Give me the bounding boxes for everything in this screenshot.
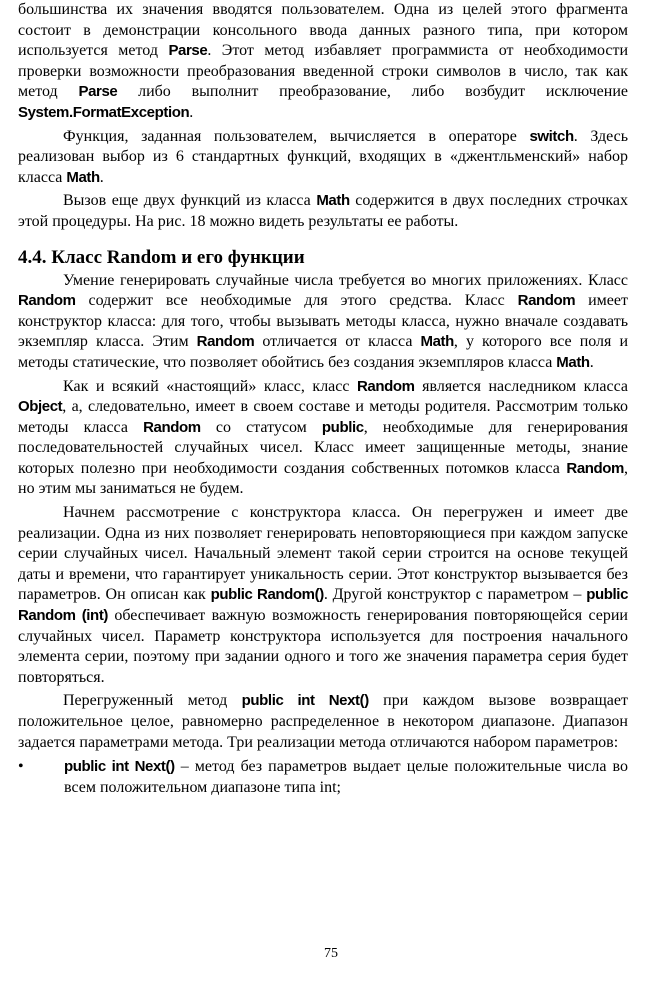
code-term: public Random (int) [18,586,629,625]
text: большинства их значения вводятся пользователем. Одна из целей этого фрагмента состоит в демонстрации консольного ввода данных разного типа, при котором используется метод [18,1,628,60]
text: . [589,353,594,371]
code-term: switch [529,127,574,145]
text: Начнем рассмотрение с конструктора класса. Он перегружен и имеет две реализации. Одна из них позволяет генерировать неповторяющиеся при каждом запуске серии случайных чисел. Начальный элемент такой серии строится на основе текущей даты и времени, что гарантирует уникальность серии. Этот конструктор вызывается без параметров. Он описан как [18,504,628,604]
text: Перегруженный метод [63,692,242,710]
section-heading: 4.4. Класс Random и его функции [18,246,305,268]
text: содержит все необходимые для этого средства. Класс [75,292,518,310]
text: является наследником класса [414,377,629,395]
code-term: Random [566,459,624,477]
bullet-list [18,757,628,798]
text: Вызов еще двух функций из класса [63,192,317,210]
text: отличается от класса [254,333,421,351]
text: , но этим мы заниматься не будем. [18,459,628,498]
code-term: Math [556,353,590,371]
code-term: public int Next() [241,692,369,710]
bullet-marker: • [18,758,24,776]
text: , необходимые для генерирования последовательностей случайных чисел. Класс имеет защищенные методы, знание которых полезно при необходимости создания собственных потомков класса [18,418,629,477]
code-term: Random [196,333,255,351]
text: имеет конструктор класса: для того, чтобы вызывать методы класса, нужно вначале создавать экземпляр класса. Этим [18,292,628,351]
text: при каждом вызове возвращает положительное целое, равномерно распределенное в некотором диапазоне. Диапазон задается параметрами метода. Три реализации метода отличаются набором параметров: [18,692,628,751]
code-term: Math [420,333,454,351]
code-term: public [321,418,364,436]
paragraph-7 [18,691,628,753]
paragraph-1 [18,0,628,124]
text: . Другой конструктор с параметром – [323,586,587,604]
code-term: Random [18,292,76,310]
text: со статусом [200,418,322,436]
text: . Этот метод избавляет программиста от необходимости проверки возможности преобразования введенной строки символов в число, так как метод [18,42,629,101]
list-item [18,757,628,798]
text: , а, следовательно, имеет в своем составе и методы родителя. Рассмотрим только методы класса [18,398,628,436]
text: . [189,103,194,121]
text: . Здесь реализован выбор из 6 стандартных функций, входящих в «джентльменский» набор класса [18,127,628,186]
code-term: public Random() [210,586,324,604]
paragraph-2 [18,127,628,189]
text: содержится в двух последних строчках этой процедуры. На рис. 18 можно видеть результаты ее работы. [18,192,629,230]
code-term: Random [143,418,201,436]
code-term: public int Next() [64,758,175,776]
text: Как и всякий «настоящий» класс, класс [63,377,357,395]
text: Функция, заданная пользователем, вычисляется в операторе [63,127,530,145]
page-number: 75 [324,946,338,961]
code-term: Parse [168,42,208,60]
code-term: System.FormatException [18,103,190,121]
text: Умение генерировать случайные числа требуется во многих приложениях. Класс [63,271,628,289]
text: либо выполнит преобразование, либо возбудит исключение [117,83,629,101]
paragraph-4 [18,271,628,374]
page-content [18,0,628,798]
code-term: Random [517,292,576,310]
text: . [99,168,104,186]
code-term: Math [316,192,350,210]
paragraph-6 [18,503,628,688]
code-term: Object [18,398,63,416]
text: обеспечивает важную возможность генерирования повторяющейся серии случайных чисел. Параметр конструктора используется для построения начального элемента серии, поэтому при задании одного и того же значения параметра серия будет повторяться. [18,607,628,686]
code-term: Parse [78,83,118,101]
code-term: Math [66,168,100,186]
code-term: Random [357,377,415,395]
text: , у которого все поля и методы статические, что позволяет обойтись без создания экземпляров класса [18,333,629,371]
paragraph-3 [18,191,628,232]
text: – метод без параметров выдает целые положительные числа во всем положительном диапазоне типа int; [64,758,628,796]
paragraph-5 [18,377,628,501]
